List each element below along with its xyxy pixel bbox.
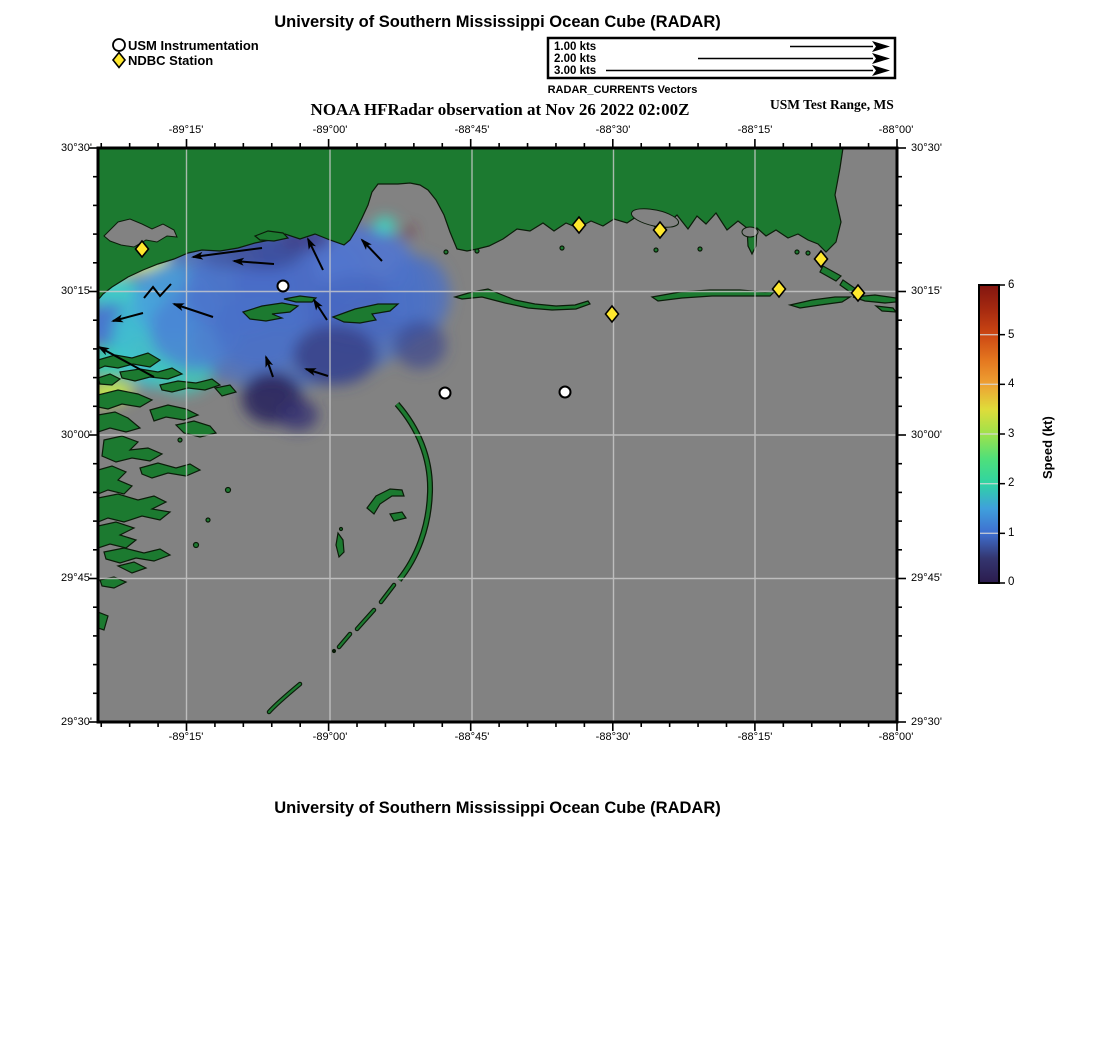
usm-instrumentation-icon bbox=[113, 39, 125, 51]
speed-blob bbox=[374, 217, 396, 233]
lat-tick-label-right: 30°00' bbox=[911, 429, 942, 441]
lon-tick-label-bottom: -88°15' bbox=[737, 731, 773, 743]
observation-subtitle: NOAA HFRadar observation at Nov 26 2022 02:00Z bbox=[310, 100, 690, 119]
lon-tick-label-top: -89°15' bbox=[168, 124, 204, 136]
speed-blob bbox=[215, 290, 305, 370]
usm-instrumentation-marker[interactable] bbox=[278, 281, 289, 292]
legend-usm-label: USM Instrumentation bbox=[128, 38, 259, 53]
lon-tick-label-bottom: -89°15' bbox=[168, 731, 204, 743]
lat-tick-label-left: 29°30' bbox=[61, 716, 92, 728]
islet-dot bbox=[806, 251, 810, 255]
islet-dot bbox=[560, 246, 564, 250]
scale-3kt-label: 3.00 kts bbox=[554, 65, 597, 77]
lat-tick-label-left: 29°45' bbox=[61, 572, 92, 584]
speed-blob bbox=[402, 227, 414, 237]
islet-dot bbox=[698, 247, 702, 251]
scale-2kt-label: 2.00 kts bbox=[554, 53, 597, 65]
lat-tick-label-right: 29°30' bbox=[911, 716, 942, 728]
islet-dot bbox=[444, 250, 448, 254]
legend-ndbc-label: NDBC Station bbox=[128, 53, 214, 68]
lat-tick-label-right: 29°45' bbox=[911, 572, 942, 584]
speed-blob bbox=[293, 325, 377, 385]
colorbar-title: Speed (kt) bbox=[1040, 416, 1055, 479]
usm-instrumentation-marker[interactable] bbox=[440, 388, 451, 399]
islet-dot bbox=[654, 248, 658, 252]
test-range-label: USM Test Range, MS bbox=[770, 97, 894, 112]
colorbar-tick-label: 4 bbox=[1008, 378, 1015, 390]
lat-tick-label-left: 30°15' bbox=[61, 285, 92, 297]
lon-tick-label-top: -88°45' bbox=[454, 124, 490, 136]
lon-tick-label-bottom: -88°00' bbox=[878, 731, 914, 743]
colorbar-tick-label: 0 bbox=[1008, 576, 1015, 588]
scale-1kt-label: 1.00 kts bbox=[554, 41, 597, 53]
ndbc-station-icon bbox=[113, 53, 125, 68]
lat-tick-label-left: 30°30' bbox=[61, 142, 92, 154]
vector-scale-box bbox=[548, 38, 895, 78]
lon-tick-label-top: -88°00' bbox=[878, 124, 914, 136]
vector-scale-caption: RADAR_CURRENTS Vectors bbox=[547, 84, 698, 96]
islet-dot bbox=[795, 250, 799, 254]
lon-tick-label-bottom: -88°45' bbox=[454, 731, 490, 743]
islet-dot bbox=[475, 249, 479, 253]
lon-tick-label-top: -88°30' bbox=[595, 124, 631, 136]
lat-tick-label-left: 30°00' bbox=[61, 429, 92, 441]
lon-tick-label-top: -89°00' bbox=[312, 124, 348, 136]
page-title: University of Southern Mississippi Ocean Cube (RADAR) bbox=[274, 13, 721, 31]
lon-tick-label-top: -88°15' bbox=[737, 124, 773, 136]
colorbar-tick-label: 2 bbox=[1008, 477, 1015, 489]
colorbar-tick-label: 6 bbox=[1008, 279, 1015, 291]
footer-title: University of Southern Mississippi Ocean Cube (RADAR) bbox=[274, 799, 721, 817]
map-area bbox=[80, 139, 906, 731]
speed-blob bbox=[278, 399, 318, 431]
lat-tick-label-right: 30°15' bbox=[911, 285, 942, 297]
colorbar-tick-label: 3 bbox=[1008, 428, 1015, 440]
usm-instrumentation-marker[interactable] bbox=[560, 387, 571, 398]
lon-tick-label-bottom: -89°00' bbox=[312, 731, 348, 743]
colorbar-tick-label: 5 bbox=[1008, 329, 1015, 341]
lat-tick-label-right: 30°30' bbox=[911, 142, 942, 154]
lon-tick-label-bottom: -88°30' bbox=[595, 731, 631, 743]
colorbar bbox=[979, 285, 1005, 583]
speed-blob bbox=[394, 321, 446, 369]
colorbar-tick-label: 1 bbox=[1008, 527, 1015, 539]
